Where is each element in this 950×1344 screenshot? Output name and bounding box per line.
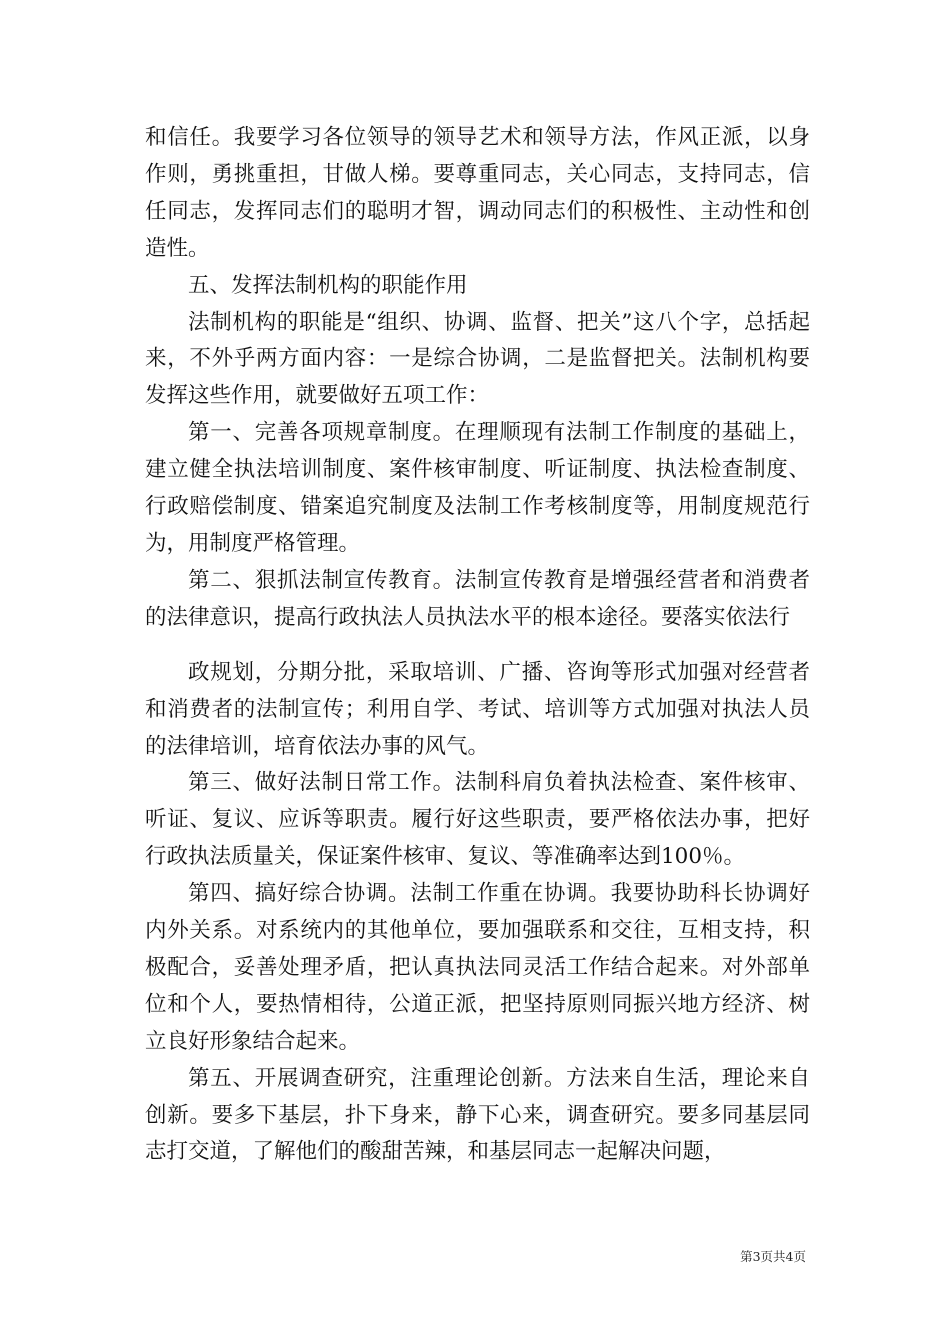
page-number: 第3页共4页	[740, 1249, 806, 1264]
paragraph: 第四、搞好综合协调。法制工作重在协调。我要协助科长协调好内外关系。对系统内的其他单位，要加强联系和交往，互相支持，积极配合，妥善处理矛盾，把认真执法同灵活工作结合起来。对外部单位和个人，要热情相待，公道正派，把坚持原则同振兴地方经济、树立良好形象结合起来。	[145, 881, 810, 1054]
paragraph: 政规划，分期分批，采取培训、广播、咨询等形式加强对经营者和消费者的法制宣传；利用自学、考试、培训等方式加强对执法人员的法律培训，培育依法办事的风气。	[145, 659, 810, 759]
section-heading: 五、发挥法制机构的职能作用	[188, 272, 468, 298]
paragraph: 第一、完善各项规章制度。在理顺现有法制工作制度的基础上，建立健全执法培训制度、案件核审制度、听证制度、执法检查制度、行政赔偿制度、错案追究制度及法制工作考核制度等，用制度规范行为，用制度严格管理。	[145, 420, 810, 556]
paragraph: 第三、做好法制日常工作。法制科肩负着执法检查、案件核审、听证、复议、应诉等职责。履行好这些职责，要严格依法办事，把好行政执法质量关，保证案件核审、复议、等准确率达到100％。	[145, 770, 810, 870]
document-body	[145, 120, 810, 1171]
paragraph-continuation: 和信任。我要学习各位领导的领导艺术和领导方法，作风正派，以身作则，勇挑重担，甘做人梯。要尊重同志，关心同志，支持同志，信任同志，发挥同志们的聪明才智，调动同志们的积极性、主动性和创造性。	[145, 125, 810, 261]
paragraph: 第五、开展调查研究，注重理论创新。方法来自生活，理论来自创新。要多下基层，扑下身来，静下心来，调查研究。要多同基层同志打交道，了解他们的酸甜苦辣，和基层同志一起解决问题，	[145, 1065, 810, 1165]
paragraph: 法制机构的职能是“组织、协调、监督、把关”这八个字，总括起来，不外乎两方面内容：一是综合协调，二是监督把关。法制机构要发挥这些作用，就要做好五项工作：	[145, 309, 810, 409]
paragraph: 第二、狠抓法制宣传教育。法制宣传教育是增强经营者和消费者的法律意识，提高行政执法人员执法水平的根本途径。要落实依法行	[145, 567, 810, 630]
